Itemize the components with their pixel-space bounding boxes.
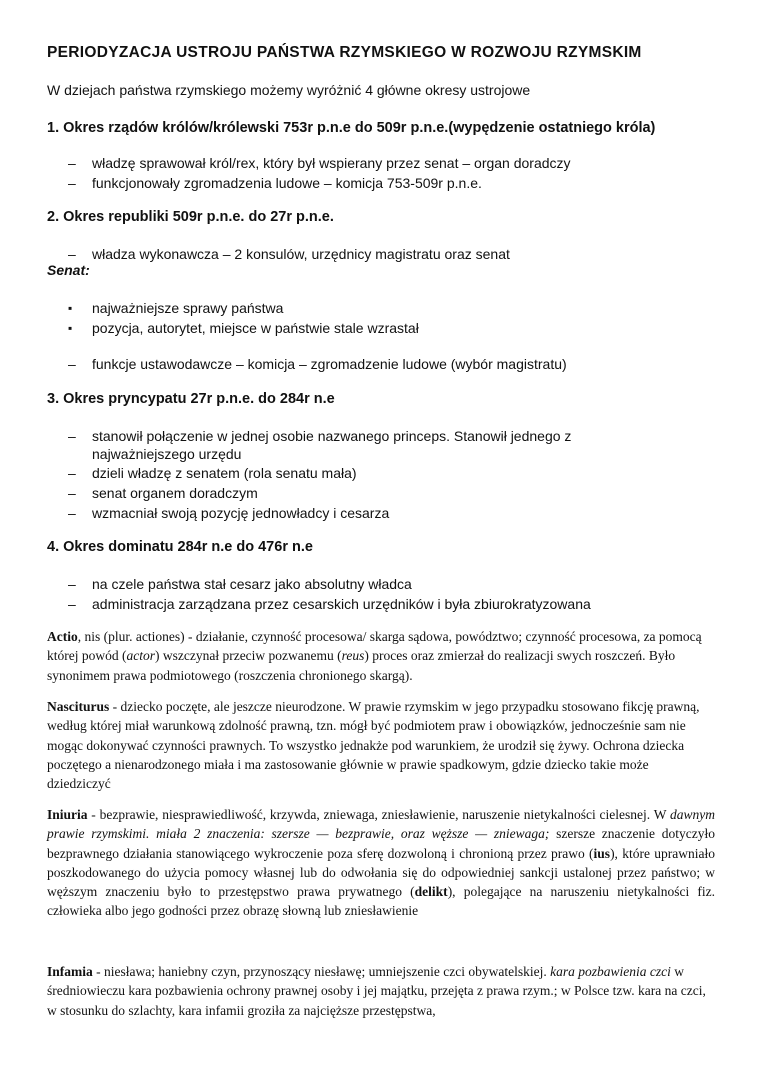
definition-bold: delikt (414, 884, 448, 900)
dash-marker: – (68, 576, 76, 592)
senat-label: Senat: (47, 262, 90, 278)
definition-actio (47, 627, 715, 685)
dash-marker: – (68, 465, 76, 481)
definition-text: - dziecko poczęte, ale jeszcze nieurodzone. W prawie rzymskim w jego przypadku stosowano fikcję prawną, według której miał warunkową zdolność prawną, tzn. mógł być podmiotem praw i obowiązków, jednocześnie sam nie mogąc dokonywać czynności prawnych. To wszystko jednakże pod warunkiem, że urodził się żywy. Ochrona dziecka poczętego a nienarodzonego miała i ma zastosowanie głównie w prawie spadkowym, gdzie dziecko takie może dziedziczyć (47, 699, 700, 792)
dash-marker: – (68, 428, 76, 444)
section-2-heading: 2. Okres republiki 509r p.n.e. do 27r p.n.e. (47, 209, 334, 225)
section-3-item-continued: najważniejszego urzędu (92, 446, 242, 462)
definition-text: szersze znaczenie dotyczyło bezprawnego działania stanowiącego wykroczenie poza sferę dozwoloną i chronioną przez prawo ( (47, 826, 715, 861)
definition-infamia (47, 962, 715, 1020)
senat-bullet-item: pozycja, autorytet, miejsce w państwie stale wzrastał (92, 320, 419, 336)
intro-text: W dziejach państwa rzymskiego możemy wyróżnić 4 główne okresy ustrojowe (47, 82, 531, 98)
square-bullet-icon: ▪ (68, 321, 73, 335)
definition-text: ) proces oraz zmierzał do realizacji swych roszczeń. Było synonimem prawa podmiotowego (roszczenia chronionego skargą). (47, 648, 676, 683)
definition-italic: actor (126, 648, 155, 664)
definition-text: w średniowieczu kara pozbawienia ochrony prawnej osoby i jej majątku, przejęta z prawa rzym.; w Polsce tzw. kara na czci, w stosunku do szlachty, kara infamii groziła za najcięższe przestępstwa, (47, 964, 706, 1018)
definition-text: ) wszczynał przeciw pozwanemu ( (154, 648, 342, 664)
definition-text: ), które uprawniało poszkodowanego do użycia pomocy własnej lub do odwołania się do odpowiedniej sankcji ustalonej przez państwo; w węższym znaczeniu było to przestępstwo prawa prywatnego ( (47, 845, 716, 900)
definition-bold: ius (593, 845, 611, 861)
section-2-item: funkcje ustawodawcze – komicja – zgromadzenie ludowe (wybór magistratu) (92, 356, 567, 372)
definition-text: , nis (plur. actiones) - działanie, czynność procesowa/ skarga sądowa, powództwo; czynność procesowa, za pomocą której powód ( (47, 629, 702, 664)
term-iniuria: Iniuria (47, 807, 88, 822)
dash-marker: – (68, 596, 76, 612)
term-nasciturus: Nasciturus (47, 699, 110, 714)
section-3-item: wzmacniał swoją pozycję jednowładcy i cesarza (92, 505, 390, 521)
term-infamia: Infamia (47, 964, 93, 979)
dash-marker: – (68, 505, 76, 521)
section-4-heading: 4. Okres dominatu 284r n.e do 476r n.e (47, 539, 313, 555)
definition-iniuria (47, 805, 715, 921)
section-3-heading: 3. Okres pryncypatu 27r p.n.e. do 284r n.e (47, 391, 335, 407)
definition-nasciturus (47, 697, 715, 793)
definition-text: - bezprawie, niesprawiedliwość, krzywda, zniewaga, zniesławienie, naruszenie nietykalności cielesnej. W (87, 807, 670, 822)
dash-marker: – (68, 485, 76, 501)
section-3-item: dzieli władzę z senatem (rola senatu mała) (92, 465, 357, 481)
section-3-item: stanowił połączenie w jednej osobie nazwanego princeps. Stanowił jednego z (92, 428, 572, 444)
definition-italic: dawnym prawie rzymskimi. miała 2 znaczenia: szersze — bezprawie, oraz węższe — zniewaga; (47, 807, 715, 842)
term-actio: Actio (47, 629, 78, 644)
dash-marker: – (68, 356, 76, 372)
definition-text: ), polegające na naruszeniu nietykalności fiz. człowieka albo jego godności przez obrazę słowną lub zniesławienie (47, 884, 716, 919)
page-title: PERIODYZACJA USTROJU PAŃSTWA RZYMSKIEGO W ROZWOJU RZYMSKIM (47, 44, 642, 61)
section-3-item: senat organem doradczym (92, 485, 258, 501)
section-2-item: władza wykonawcza – 2 konsulów, urzędnicy magistratu oraz senat (92, 246, 510, 262)
dash-marker: – (68, 175, 76, 191)
definition-text: - niesława; haniebny czyn, przynoszący niesławę; umniejszenie czci obywatelskiej. (92, 964, 551, 979)
dash-marker: – (68, 246, 76, 262)
section-1-item: władzę sprawował król/rex, który był wspierany przez senat – organ doradczy (92, 155, 571, 171)
square-bullet-icon: ▪ (68, 301, 73, 315)
dash-marker: – (68, 155, 76, 171)
section-1-item: funkcjonowały zgromadzenia ludowe – komicja 753-509r p.n.e. (92, 175, 482, 191)
senat-bullet-item: najważniejsze sprawy państwa (92, 300, 284, 316)
section-4-item: na czele państwa stał cesarz jako absolutny władca (92, 576, 412, 592)
definition-italic: kara pozbawienia czci (550, 964, 671, 979)
definition-italic: reus (341, 648, 365, 664)
section-1-heading: 1. Okres rządów królów/królewski 753r p.n.e do 509r p.n.e.(wypędzenie ostatniego króla) (47, 120, 656, 136)
section-4-item: administracja zarządzana przez cesarskich urzędników i była zbiurokratyzowana (92, 596, 591, 612)
